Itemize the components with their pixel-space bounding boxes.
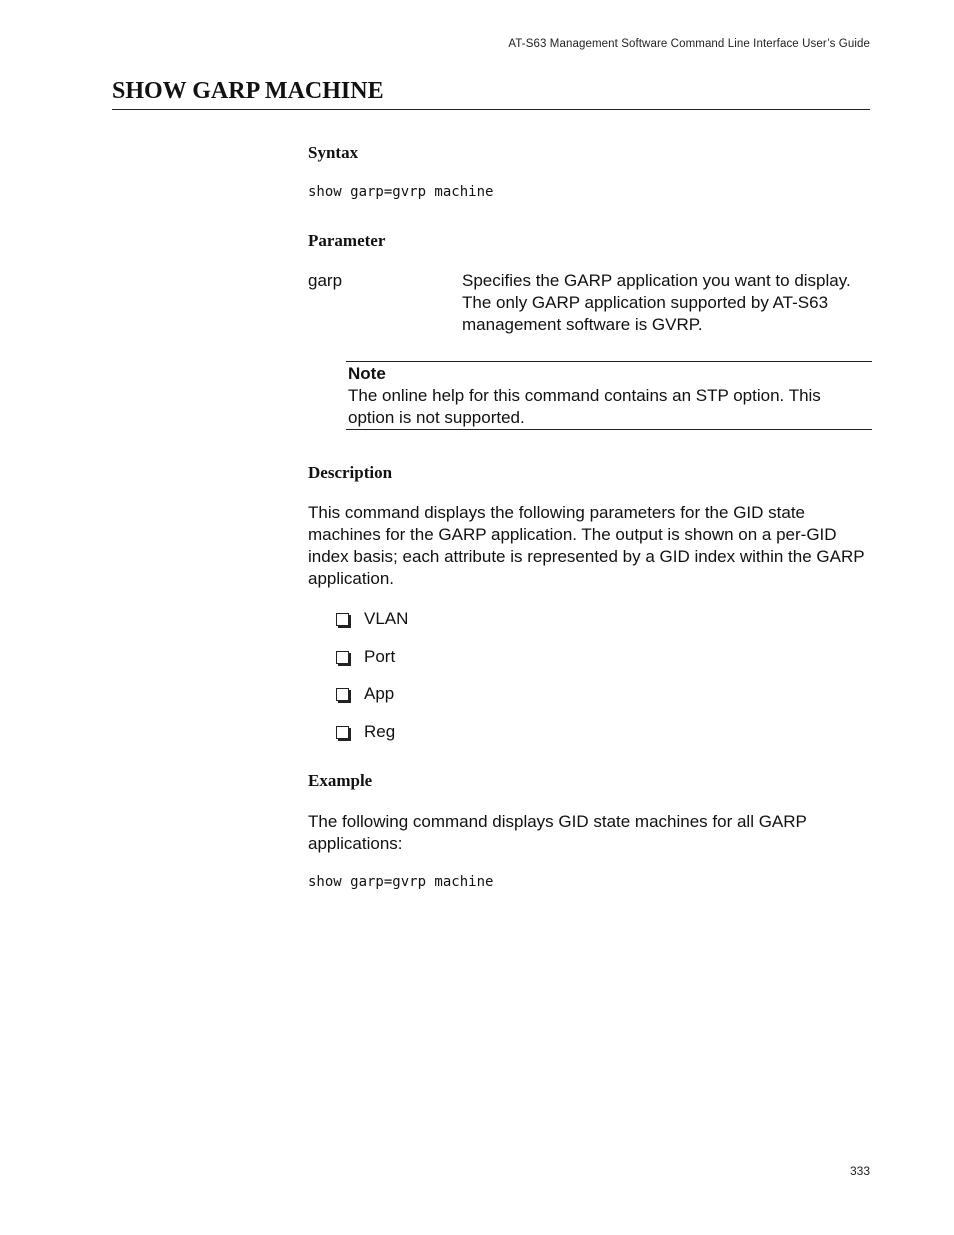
checkbox-bullet-icon (336, 688, 349, 701)
parameter-heading: Parameter (308, 231, 386, 250)
list-item (336, 608, 408, 630)
parameter-description: Specifies the GARP application you want to display. The only GARP application supported by AT-S63 management software is GVRP. (462, 271, 851, 334)
note-text: The online help for this command contains an STP option. This option is not supported. (348, 386, 821, 427)
checkbox-bullet-icon (336, 726, 349, 739)
list-item (336, 721, 408, 743)
page-number: 333 (849, 1164, 870, 1178)
note-label: Note (348, 364, 386, 383)
example-heading: Example (308, 771, 373, 790)
parameter-list (336, 608, 408, 758)
list-item-label: Port (364, 646, 396, 666)
running-header: AT-S63 Management Software Command Line Interface User’s Guide (508, 38, 870, 50)
list-item-label: Reg (364, 721, 396, 741)
syntax-heading: Syntax (308, 143, 359, 162)
checkbox-bullet-icon (336, 651, 349, 664)
example-paragraph: The following command displays GID state machines for all GARP applications: (308, 812, 807, 853)
list-item-label: App (364, 684, 395, 703)
list-item (336, 646, 408, 668)
description-paragraph: This command displays the following parameters for the GID state machines for the GARP application. The output is shown on a per-GID index basis; each attribute is represented by a GID index within the GARP application. (308, 503, 865, 588)
title-divider (112, 109, 870, 110)
description-heading: Description (308, 463, 393, 482)
list-item (336, 683, 408, 705)
note-box (346, 361, 872, 430)
page-title: SHOW GARP MACHINE (112, 78, 384, 104)
list-item-label: VLAN (364, 609, 409, 628)
example-command: show garp=gvrp machine (308, 874, 494, 890)
parameter-name: garp (308, 271, 343, 290)
syntax-command: show garp=gvrp machine (308, 184, 494, 200)
checkbox-bullet-icon (336, 613, 349, 626)
